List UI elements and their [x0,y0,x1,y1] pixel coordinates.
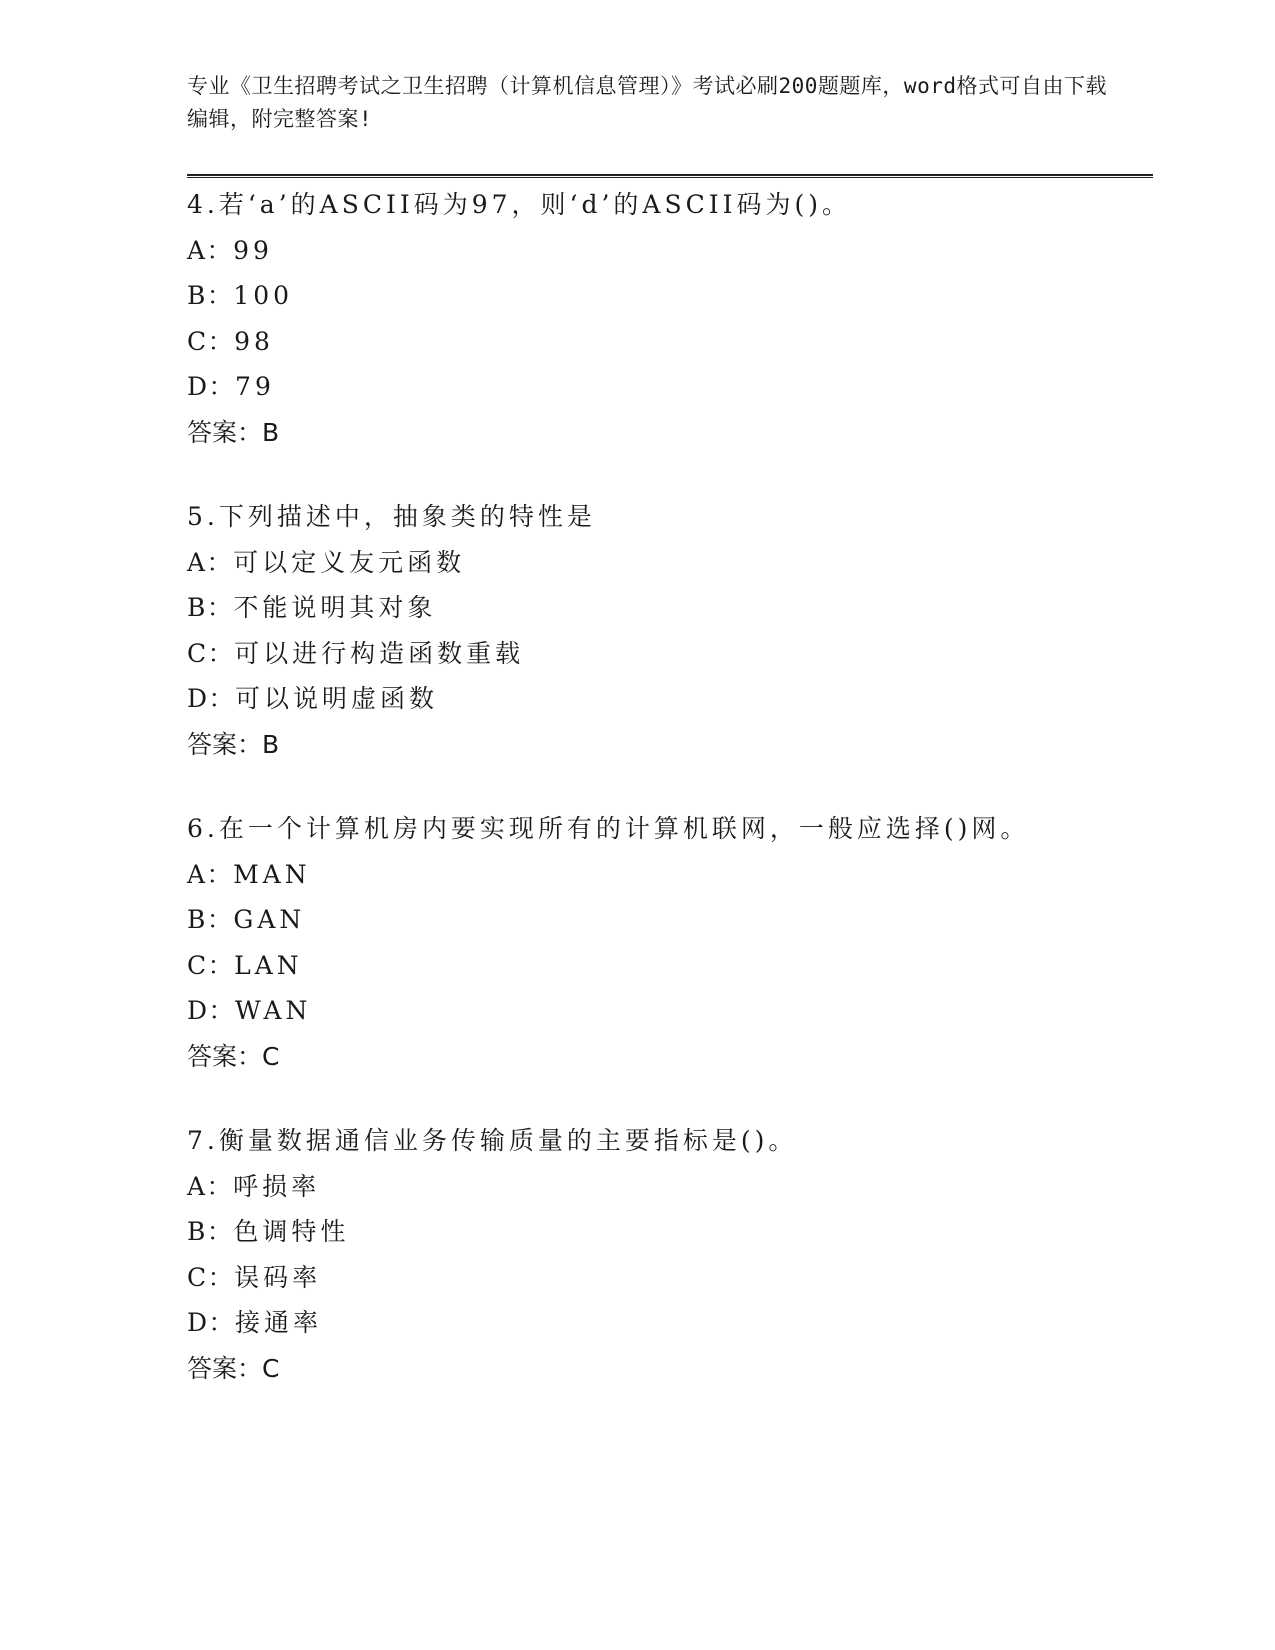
option-b [187,585,1153,631]
option-text: 98 [234,326,274,356]
option-text: MAN [233,859,311,889]
option-letter: C： [187,326,235,356]
option-text: 接通率 [235,1308,323,1337]
option-text: 色调特性 [233,1217,350,1246]
answer-line: 答案：B [187,729,280,759]
option-letter: A： [187,1171,234,1201]
question-4 [187,182,1153,455]
option-text: 可以说明虚函数 [235,684,439,713]
option-text: 误码率 [234,1262,322,1292]
option-a [187,540,1153,586]
question-6 [187,806,1153,1079]
question-list [187,182,1153,1391]
option-letter: B： [187,281,234,310]
option-text: 99 [233,235,273,265]
option-letter: D： [187,684,236,713]
option-text: 呼损率 [233,1171,321,1201]
option-letter: B： [187,593,234,622]
option-a [187,852,1153,898]
question-text: 6.在一个计算机房内要实现所有的计算机联网，一般应选择()网。 [187,814,1030,843]
question-text: 7.衡量数据通信业务传输质量的主要指标是()。 [187,1126,798,1155]
question-text: 5.下列描述中，抽象类的特性是 [187,502,596,531]
answer-line: 答案：C [187,1041,280,1071]
document-page [187,70,1153,1430]
option-b [187,897,1153,943]
option-letter: C： [187,638,235,668]
option-letter: A： [187,235,234,265]
option-letter: B： [187,905,234,934]
answer-line: 答案：B [187,417,280,447]
option-text: 79 [235,372,275,401]
option-letter: D： [187,372,236,401]
option-text: 可以进行构造函数重载 [234,638,525,668]
answer-line: 答案：C [187,1353,280,1383]
option-c [187,943,1153,989]
header-divider [187,174,1153,178]
option-b [187,1209,1153,1255]
option-letter: D： [187,996,236,1025]
option-text: GAN [233,905,306,934]
option-text: 可以定义友元函数 [233,547,466,577]
question-text: 4.若‘a’的ASCII码为97，则‘d’的ASCII码为()。 [187,190,851,219]
option-b [187,273,1153,319]
option-letter: C： [187,950,235,980]
option-text: 不能说明其对象 [233,593,437,622]
option-d [187,1300,1153,1346]
option-d [187,364,1153,410]
option-letter: C： [187,1262,235,1292]
option-c [187,319,1153,365]
option-letter: A： [187,859,234,889]
question-7 [187,1118,1153,1391]
option-c [187,631,1153,677]
option-d [187,676,1153,722]
option-a [187,228,1153,274]
option-text: LAN [234,950,303,980]
option-text: 100 [233,281,294,310]
option-letter: D： [187,1308,236,1337]
document-title: 专业《卫生招聘考试之卫生招聘（计算机信息管理）》考试必刷200题题库，word格式可自由下载编辑，附完整答案! [187,74,1107,131]
option-c [187,1255,1153,1301]
option-d [187,988,1153,1034]
option-text: WAN [235,996,312,1025]
option-letter: B： [187,1217,234,1246]
option-a [187,1164,1153,1210]
question-5 [187,494,1153,767]
option-letter: A： [187,547,234,577]
